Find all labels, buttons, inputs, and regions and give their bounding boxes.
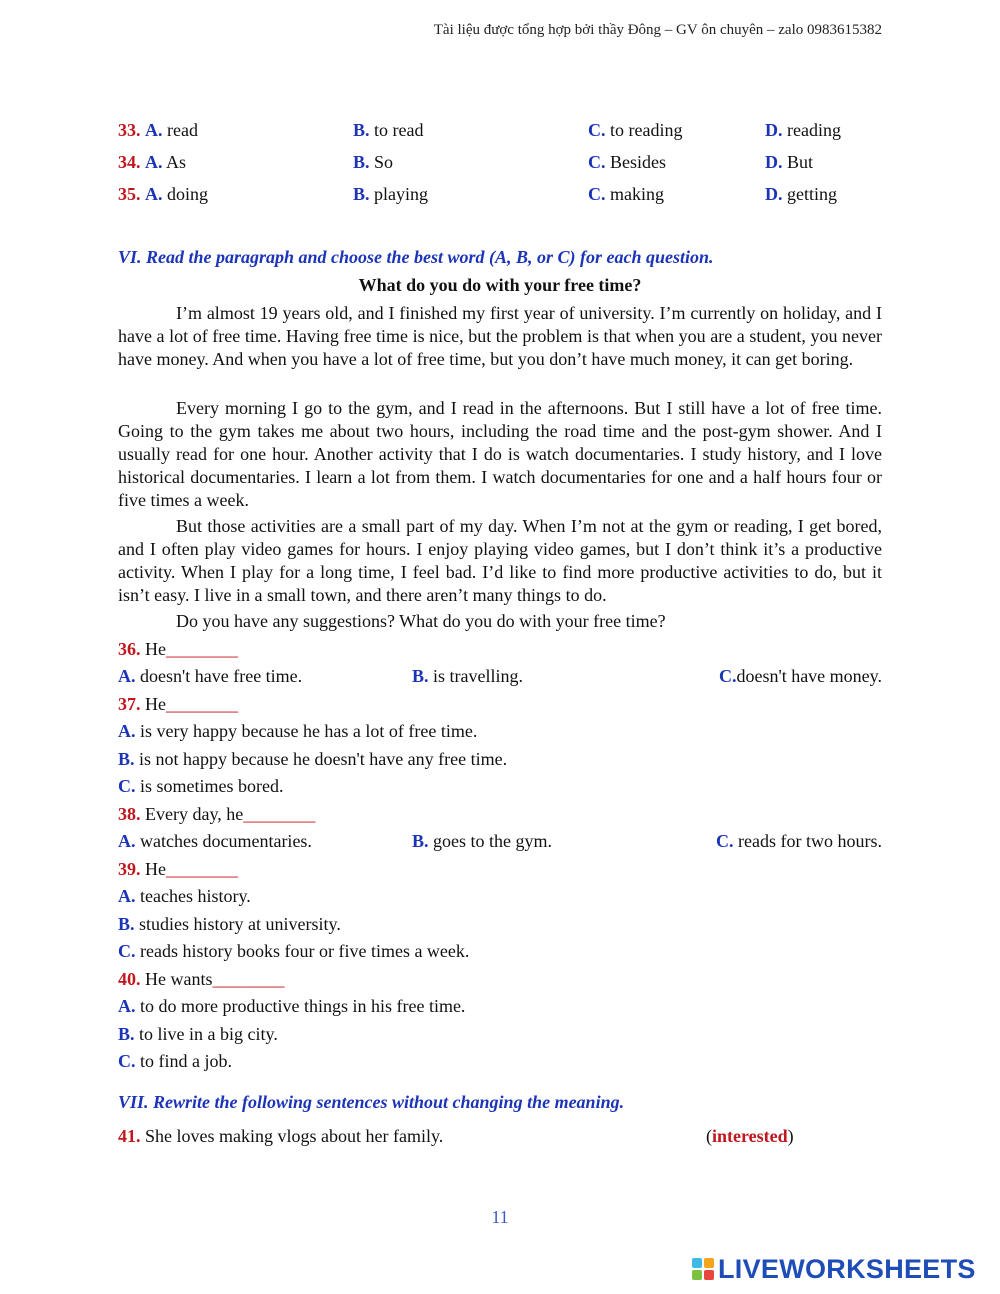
page-header: Tài liệu được tổng hợp bởi thầy Đông – GV ôn chuyên – zalo 0983615382	[433, 22, 882, 38]
answer-blank[interactable]: ________	[212, 969, 285, 989]
option-text: is travelling.	[433, 666, 523, 686]
option-letter: C.	[588, 152, 606, 172]
option-letter: B.	[118, 1024, 135, 1044]
option-c[interactable]	[118, 1048, 882, 1074]
option-text: is very happy because he has a lot of free time.	[140, 721, 478, 741]
option-c[interactable]	[118, 938, 882, 964]
question-35	[118, 181, 882, 207]
option-a[interactable]	[118, 663, 302, 689]
question-text: She loves making vlogs about her family.	[145, 1126, 444, 1146]
option-text: reads for two hours.	[738, 831, 882, 851]
option-letter: B.	[412, 666, 429, 686]
option-letter: D.	[765, 152, 783, 172]
option-text: getting	[787, 184, 837, 204]
keyword-hint	[706, 1123, 794, 1149]
option-text: teaches history.	[140, 886, 251, 906]
option-letter: A.	[145, 152, 163, 172]
option-letter: B.	[118, 914, 135, 934]
option-text: Besides	[610, 152, 666, 172]
option-letter: C.	[118, 1051, 136, 1071]
question-number: 35.	[118, 184, 141, 204]
question-number: 36.	[118, 639, 141, 659]
option-text: studies history at university.	[139, 914, 341, 934]
question-38-stem	[118, 801, 882, 827]
option-letter: A.	[145, 120, 163, 140]
option-letter: B.	[353, 184, 370, 204]
question-number: 39.	[118, 859, 141, 879]
section-6-title: VI. Read the paragraph and choose the best word (A, B, or C) for each question.	[118, 247, 714, 267]
page-number: 11	[491, 1207, 509, 1227]
option-b[interactable]	[412, 828, 552, 854]
option-letter: D.	[765, 120, 783, 140]
question-number: 37.	[118, 694, 141, 714]
option-text: doing	[167, 184, 209, 204]
option-letter: A.	[118, 721, 136, 741]
question-stem: He	[145, 694, 166, 714]
question-stem: He wants	[145, 969, 213, 989]
question-34	[118, 149, 882, 175]
option-text: to find a job.	[140, 1051, 232, 1071]
keyword: interested	[712, 1126, 788, 1146]
option-letter: D.	[765, 184, 783, 204]
option-letter: B.	[118, 749, 135, 769]
option-text: reads history books four or five times a week.	[140, 941, 470, 961]
option-text: is not happy because he doesn't have any free time.	[139, 749, 508, 769]
passage-paragraph-1: I’m almost 19 years old, and I finished my first year of university. I’m currently on holiday, and I have a lot of free time. Having free time is nice, but the problem is that when you are a student, you never have money. And when you have a lot of free time, but you don’t have much money, it can get boring.	[118, 303, 882, 369]
option-letter: A.	[145, 184, 163, 204]
option-letter: C.	[118, 941, 136, 961]
option-text: doesn't have free time.	[140, 666, 303, 686]
option-letter: A.	[118, 666, 136, 686]
question-33	[118, 117, 882, 143]
answer-blank[interactable]: ________	[166, 859, 238, 879]
answer-blank[interactable]: ________	[166, 694, 238, 714]
liveworksheets-logo[interactable]	[692, 1254, 976, 1284]
liveworksheets-logo-icon	[692, 1258, 714, 1280]
option-text: reading	[787, 120, 841, 140]
option-text: to do more productive things in his free time.	[140, 996, 466, 1016]
option-text: As	[166, 152, 187, 172]
question-number: 40.	[118, 969, 141, 989]
option-letter: C.	[118, 776, 136, 796]
answer-blank[interactable]: ________	[166, 639, 238, 659]
question-40-stem	[118, 966, 882, 992]
question-41	[118, 1123, 882, 1149]
question-stem: He	[145, 859, 166, 879]
option-a[interactable]	[118, 883, 882, 909]
passage-title: What do you do with your free time?	[358, 275, 642, 295]
option-letter: C.	[588, 184, 606, 204]
passage-paragraph-2: Every morning I go to the gym, and I read in the afternoons. But I still have a lot of free time. Going to the gym takes me about two hours, including the road time and the post-gym shower. And I usually read for one hour. Another activity that I do is watch documentaries. I study history, and I love historical documentaries. I learn a lot from them. I watch documentaries for one and a half hours four or five times a week.	[118, 398, 882, 510]
option-text: making	[610, 184, 664, 204]
option-letter: B.	[353, 120, 370, 140]
question-number: 38.	[118, 804, 141, 824]
section-7-title: VII. Rewrite the following sentences without changing the meaning.	[118, 1092, 625, 1112]
option-letter: C.	[718, 666, 737, 686]
logo-text: LIVEWORKSHEETS	[718, 1253, 976, 1284]
question-number: 41.	[118, 1126, 141, 1146]
option-text: doesn't have money.	[736, 666, 882, 686]
option-text: watches documentaries.	[140, 831, 312, 851]
option-text: goes to the gym.	[433, 831, 553, 851]
option-text: is sometimes bored.	[140, 776, 284, 796]
option-letter: C.	[716, 831, 734, 851]
question-36-options	[118, 663, 882, 689]
option-b[interactable]	[118, 1021, 882, 1047]
question-38-options	[118, 828, 882, 854]
question-36-stem	[118, 636, 882, 662]
option-text: to read	[374, 120, 424, 140]
option-text: So	[374, 152, 394, 172]
option-a[interactable]	[118, 993, 882, 1019]
option-text: playing	[374, 184, 429, 204]
option-text: But	[787, 152, 814, 172]
option-letter: B.	[353, 152, 370, 172]
option-text: read	[167, 120, 198, 140]
option-b[interactable]	[118, 911, 882, 937]
question-number: 34.	[118, 152, 141, 172]
question-stem: He	[145, 639, 166, 659]
option-c[interactable]	[719, 663, 882, 689]
option-letter: A.	[118, 886, 136, 906]
option-letter: C.	[588, 120, 606, 140]
paren-open: (	[706, 1126, 712, 1146]
passage-paragraph-4: Do you have any suggestions? What do you do with your free time?	[176, 611, 666, 631]
option-text: to live in a big city.	[139, 1024, 278, 1044]
question-number: 33.	[118, 120, 141, 140]
question-stem: Every day, he	[145, 804, 244, 824]
option-b[interactable]	[118, 746, 882, 772]
option-b[interactable]	[412, 663, 523, 689]
option-a[interactable]	[118, 828, 312, 854]
option-letter: B.	[412, 831, 429, 851]
question-39-stem	[118, 856, 882, 882]
option-letter: A.	[118, 831, 136, 851]
paren-close: )	[787, 1126, 794, 1146]
answer-blank[interactable]: ________	[243, 804, 316, 824]
option-c[interactable]	[118, 773, 882, 799]
passage-paragraph-3: But those activities are a small part of my day. When I’m not at the gym or reading, I get bored, and I often play video games for hours. I enjoy playing video games, but I don’t think it’s a productive activity. When I play for a long time, I feel bad. I’d like to find more productive activities to do, but it isn’t easy. I live in a small town, and there aren’t many things to do.	[118, 516, 882, 605]
option-a[interactable]	[118, 718, 882, 744]
option-text: to reading	[610, 120, 683, 140]
option-letter: A.	[118, 996, 136, 1016]
question-37-stem	[118, 691, 882, 717]
option-c[interactable]	[716, 828, 882, 854]
